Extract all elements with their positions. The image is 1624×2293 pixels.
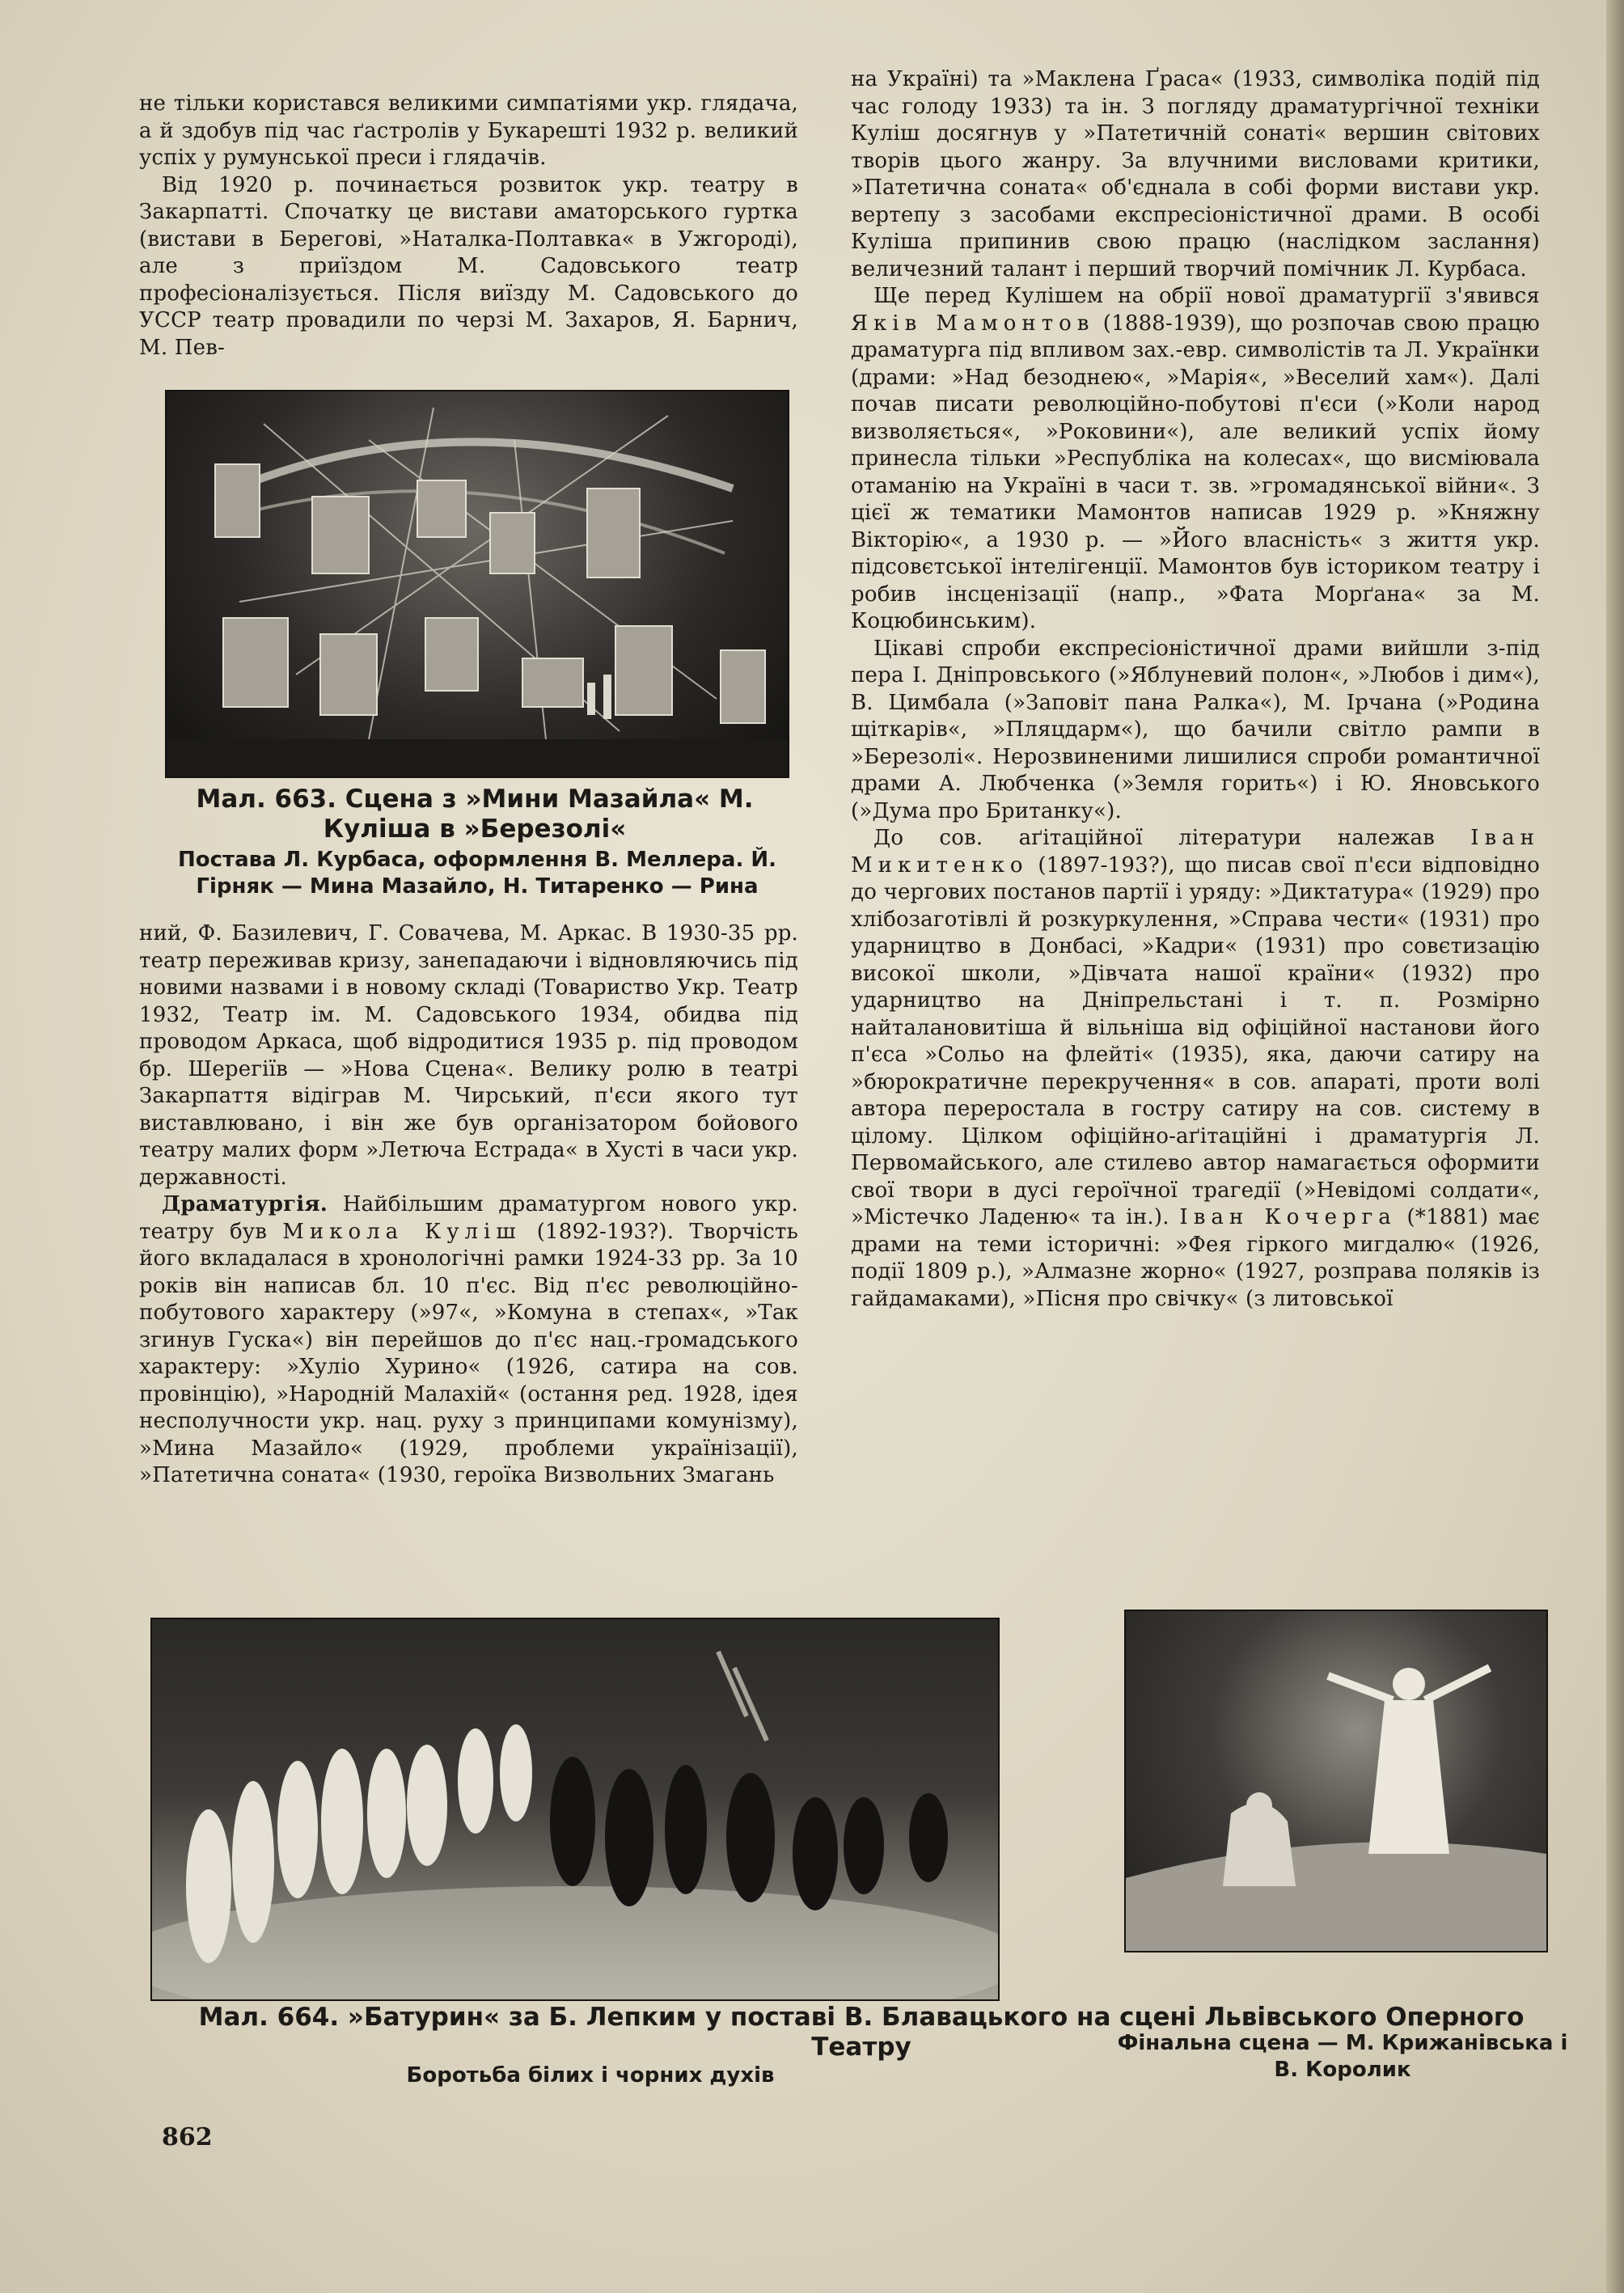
left-column-bottom-text: [139, 920, 798, 1490]
person-name: Іван Микитенко: [851, 826, 1540, 878]
heading-dramaturgy: Драматургія.: [162, 1192, 328, 1216]
photo-baturyn-spirits-fight: [150, 1618, 1000, 2001]
photo-mina-mazailo-stage: [165, 390, 789, 778]
text-run: (1888-1939), що розпочав свою працю драматурга під впливом зах.-евр. символістів та Л. Українки (драми: »Над безоднею«, »Марія«, »Веселий хам«). Далі почав писати революційно-побутові п'єси (»Коли народ визволяється«, »Роковини«), але великий успіх йому принесла тільки »Республіка на колесах«, що висміювала отаманію на Україні в часи т. зв. »громадянської війни«. З цієї ж тематики Мамонтов написав 1929 р. »Княжну Вікторію«, а 1930 р. — »Його власність« з життя укр. підсовєтської інтелігенції. Мамонтов був істориком театру і робив інсценізації (напр., »Фата Морґана« за М. Коцюбинським).: [851, 311, 1540, 633]
paragraph: Від 1920 р. починається розвиток укр. театру в Закарпатті. Спочатку це вистави аматорського гуртка (вистави в Берегові, »Наталка-Полтавка« в Ужгороді), але з приїздом М. Садовського театр професіоналізується. Після виїзду М. Садовського до УССР театр провадили по черзі М. Захаров, Я. Барнич, М. Пев-: [139, 172, 798, 360]
right-column-text: [851, 66, 1540, 1313]
text-run: Найбільшим драматургом нового укр. театру був: [139, 1192, 798, 1244]
photo-baturyn-final-scene: [1124, 1610, 1548, 1952]
person-name: Микола Куліш: [282, 1219, 522, 1244]
person-name: Іван Кочерга: [1179, 1205, 1397, 1229]
figure-664-subtitle-right: Фінальна сцена — М. Крижанівська і В. Королик: [1117, 2031, 1568, 2082]
figure-663-subtitle: Постава Л. Курбаса, оформлення В. Меллера. Й. Гірняк — Мина Мазайло, Н. Титаренко — Рина: [177, 848, 777, 899]
person-name: Яків Мамонтов: [851, 311, 1095, 336]
text-run: (*1881) має драми на теми історичні: »Фея гіркого мигдалю« (1926, події 1809 р.), »Алмазне жорно« (1927, розправа поляків із гайдамаками), »Пісня про свічку« (з литовської: [851, 1205, 1540, 1311]
paragraph: [851, 825, 1540, 1313]
text-run: (1897-193?), що писав свої п'єси відповідно до чергових постанов партії і уряду: »Диктатура« (1929) про хлібозаготівлі й розкуркулення, »Справа чести« (1931) про ударництво в Донбасі, »Кадри« (1931) про совєтизацію високої школи, »Дівчата нашої країни« (1932) про ударництво на Дніпрельстані і т. п. Розмірно найталановитіша й вільніша від офіційної настанови його п'єса »Сольо на флейті« (1935), яка, даючи сатиру на »бюрократичне перекручення« в сов. апараті, проти волі автора переростала в гостру сатиру на сов. систему в цілому. Цілком офіційно-аґітаційні і драматургія Л. Первомайського, але стилево автор намагається оформити свої твори в дусі героїчної трагедії (»Невідомі солдати«, »Містечко Ладеню« та ін.).: [851, 852, 1540, 1229]
page-number: 862: [162, 2123, 213, 2151]
paragraph: [851, 283, 1540, 636]
paragraph: на Україні) та »Маклена Ґраса« (1933, символіка подій під час голоду 1933) та ін. З погляду драматургічної техніки Куліш досягнув у »Патетичній сонаті« вершин світових творів цього жанру. За влучними висловами критики, »Патетична соната« об'єднала в собі форми вистави укр. вертепу з засобами експресіоністичної драми. В особі Куліша припинив свою працю (наслідком заслання) величезний талант і перший творчий помічник Л. Курбаса.: [851, 67, 1540, 281]
left-column-top-text: [139, 91, 798, 362]
paragraph: не тільки користався великими симпатіями укр. глядача, а й здобув під час ґастролів у Букарешті 1932 р. великий успіх у румунської преси і глядачів.: [139, 91, 798, 170]
figure-664-title: Мал. 664. »Батурин« за Б. Лепким у поставі В. Блавацького на сцені Львівського Оперного Театру: [198, 2003, 1525, 2062]
paragraph: ний, Ф. Базилевич, Г. Совачева, М. Аркас. В 1930-35 рр. театр переживав кризу, занепадаючи і відновляючись під новими назвами і в новому складі (Товариство Укр. Театр 1932, Театр ім. М. Садовського 1934, обидва під проводом Аркаса, щоб відродитися 1935 р. під проводом бр. Шерегіїв — »Нова Сцена«. Велику ролю в театрі Закарпаття відіграв М. Чирський, п'єси якого тут виставлювано, і він же був організатором бойового театру малих форм »Летюча Естрада« в Хусті в часи укр. державності.: [139, 921, 798, 1190]
text-run: Ще перед Кулішем на обрії нової драматургії з'явився: [873, 284, 1540, 308]
paragraph: Цікаві спроби експресіоністичної драми вийшли з-під пера І. Дніпровського (»Яблуневий полон«, »Любов і дим«), В. Цимбала (»Заповіт пана Ралка«), М. Ірчана (»Родина щіткарів«, »Пляцдарм«), що бачили світло рампи в »Березолі«. Нерозвиненими лишилися спроби романтичної драми А. Любченка (»Земля горить«) і Ю. Яновського (»Дума про Британку«).: [851, 636, 1540, 823]
figure-664-subtitle-left: Боротьба білих і чорних духів: [406, 2063, 775, 2088]
paragraph: [139, 1191, 798, 1490]
text-run: (1892-193?). Творчість його вкладалася в хронологічні рамки 1924-33 рр. За 10 років він написав бл. 10 п'єс. Від п'єс революційно-побутового характеру (»97«, »Комуна в степах«, »Так згинув Гуска«) він перейшов до п'єс нац.-громадського характеру: »Хуліо Хурино« (1926, сатира на сов. провінцію), »Народній Малахій« (остання ред. 1928, ідея несполучности укр. нац. руху з принципами комунізму), »Мина Мазайло« (1929, проблеми українізації), »Патетична соната« (1930, героїка Визвольних Змагань: [139, 1219, 798, 1487]
page-edge-shadow: [1606, 0, 1624, 2293]
figure-663-title: Мал. 663. Сцена з »Мини Мазайла« М. Куліша в »Березолі«: [196, 785, 754, 844]
text-run: До сов. аґітаційної літератури належав: [873, 826, 1471, 850]
